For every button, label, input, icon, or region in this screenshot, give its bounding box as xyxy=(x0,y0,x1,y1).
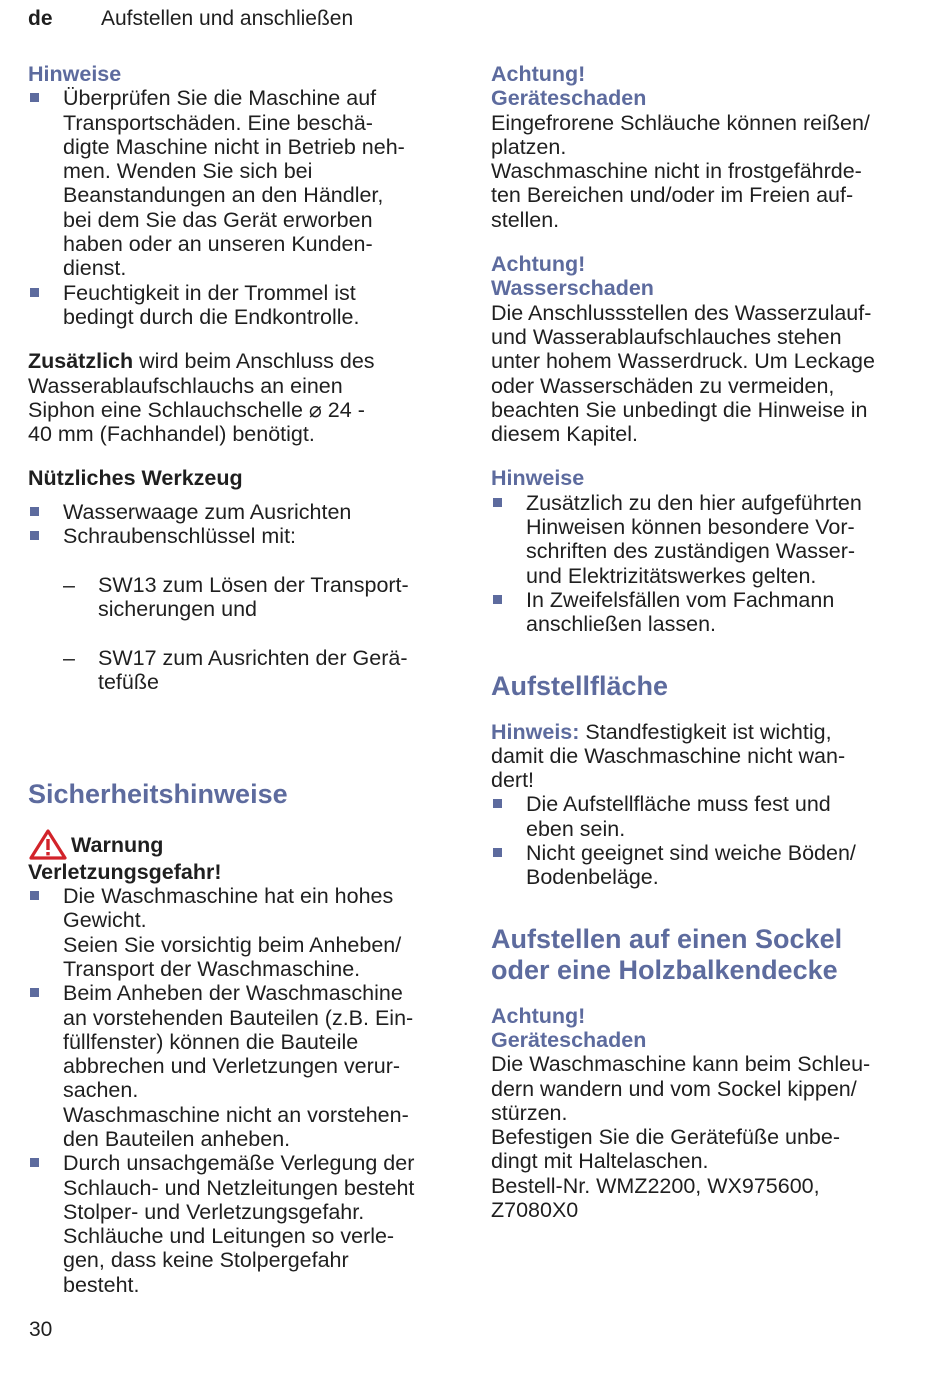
sublist-item-text: SW13 zum Lösen der Transport- sicherungen und xyxy=(98,572,409,621)
list-item-text: Zusätzlich zu den hier aufgeführten Hinweisen können besondere Vor- schriften des zuständigen Wasser- und Elektrizitätswerkes gelten. xyxy=(526,490,862,588)
geraeteschaden-label: Geräteschaden xyxy=(491,86,647,111)
verletzung-label: Verletzungsgefahr! xyxy=(28,859,222,884)
square-bullet-icon xyxy=(493,498,502,507)
list-item xyxy=(491,491,921,588)
aufstell-list xyxy=(491,792,921,889)
square-bullet-icon xyxy=(30,891,39,900)
achtung-label: Achtung! xyxy=(491,252,586,277)
list-item xyxy=(28,981,453,1151)
list-item xyxy=(491,588,921,637)
list-item xyxy=(28,500,453,524)
square-bullet-icon xyxy=(30,507,39,516)
hinweis-label: Hinweis: xyxy=(491,719,580,744)
zusaetzlich-bold: Zusätzlich xyxy=(28,349,134,374)
list-item-text: Durch unsachgemäße Verlegung der Schlauch- und Netzleitungen besteht Stolper- und Verletzungsgefahr. Schläuche und Leitungen so verle- gen, dass keine Stolpergefahr besteht. xyxy=(63,1151,415,1297)
sicherheit-heading: Sicherheitshinweise xyxy=(28,778,288,809)
list-item-text: Schraubenschlüssel mit: xyxy=(63,524,297,549)
sublist-item xyxy=(63,573,453,622)
werkzeug-sublist xyxy=(63,548,453,718)
left-column xyxy=(28,62,453,1297)
square-bullet-icon xyxy=(30,1158,39,1167)
achtung-sockel-text: Die Waschmaschine kann beim Schleu- dern wandern und vom Sockel kippen/ stürzen. Befestigen Sie die Gerätefüße unbe- dingt mit Haltelaschen. Bestell-Nr. WMZ2200, WX975600, Z7080X0 xyxy=(491,1052,871,1222)
list-item-text: Nicht geeignet sind weiche Böden/ Bodenbeläge. xyxy=(526,841,856,890)
list-item xyxy=(491,841,921,890)
list-item xyxy=(491,792,921,841)
achtung-wasser-text: Die Anschlussstellen des Wasserzulauf- und Wasserablaufschlauches stehen unter hohem Wasserdruck. Um Leckage oder Wasserschäden zu vermeiden, beachten Sie unbedingt die Hinweise in diesem Kapitel. xyxy=(491,300,875,447)
list-item-text: Beim Anheben der Waschmaschine an vorstehenden Bauteilen (z.B. Ein- füllfenster) können die Bauteile abbrechen und Verletzungen verur- sachen. Waschmaschine nicht an vorstehen- den Bauteilen anheben. xyxy=(63,981,414,1151)
warnung-row xyxy=(28,830,453,860)
werkzeug-list xyxy=(28,500,453,743)
square-bullet-icon xyxy=(493,848,502,857)
aufstellflaeche-heading: Aufstellfläche xyxy=(491,670,669,701)
page-number: 30 xyxy=(29,1318,53,1341)
warning-triangle-icon xyxy=(29,829,67,860)
list-item-text: Wasserwaage zum Ausrichten xyxy=(63,499,352,524)
language-code: de xyxy=(28,7,53,30)
list-item-text: In Zweifelsfällen vom Fachmann anschließen lassen. xyxy=(526,587,835,637)
hinweise-list xyxy=(491,491,921,637)
list-item-text: Die Aufstellfläche muss fest und eben sein. xyxy=(526,792,831,841)
hinweis-paragraph xyxy=(491,720,921,793)
square-bullet-icon xyxy=(493,799,502,808)
square-bullet-icon xyxy=(30,93,39,102)
sublist-item-text: SW17 zum Ausrichten der Gerä- tefüße xyxy=(98,645,408,694)
achtung-label: Achtung! xyxy=(491,62,586,86)
warnung-label: Warnung xyxy=(71,832,164,857)
sublist-item xyxy=(63,646,453,695)
square-bullet-icon xyxy=(30,531,39,540)
list-item xyxy=(28,86,453,280)
zusaetzlich-paragraph xyxy=(28,349,453,446)
list-item xyxy=(28,884,453,981)
right-column xyxy=(491,62,921,1222)
achtung-label: Achtung! xyxy=(491,1003,586,1028)
sockel-heading: Aufstellen auf einen Sockel oder eine Holzbalkendecke xyxy=(491,923,843,985)
werkzeug-heading: Nützliches Werkzeug xyxy=(28,466,243,491)
square-bullet-icon xyxy=(493,595,502,604)
list-item xyxy=(28,281,453,330)
hinweise-list xyxy=(28,86,453,329)
achtung-frost-text: Eingefrorene Schläuche können reißen/ platzen. Waschmaschine nicht in frostgefährde- ten Bereichen und/oder im Freien auf- stellen. xyxy=(491,110,870,232)
square-bullet-icon xyxy=(30,288,39,297)
list-item-text: Die Waschmaschine hat ein hohes Gewicht. Seien Sie vorsichtig beim Anheben/ Transport der Waschmaschine. xyxy=(63,884,402,981)
hinweise-label: Hinweise xyxy=(491,466,585,491)
list-item-text: Feuchtigkeit in der Trommel ist bedingt durch die Endkontrolle. xyxy=(63,280,360,329)
zusaetzlich-text: wird beim Anschluss des Wasserablaufschlauchs an einen Siphon eine Schlauchschelle ⌀ 24 - 40 mm (Fachhandel) benötigt. xyxy=(28,349,375,447)
list-item xyxy=(28,524,453,743)
chapter-title: Aufstellen und anschließen xyxy=(101,7,354,30)
list-item-text: Überprüfen Sie die Maschine auf Transportschäden. Eine beschä- digte Maschine nicht in Betrieb neh- men. Wenden Sie sich bei Beanstandungen an den Händler, bei dem Sie das Gerät erworben haben oder an unseren Kunden- dienst. xyxy=(63,86,405,281)
dash-marker: – xyxy=(63,645,75,670)
sicherheit-list xyxy=(28,884,453,1297)
square-bullet-icon xyxy=(30,988,39,997)
list-item xyxy=(28,1151,453,1297)
hinweise-label: Hinweise xyxy=(28,62,122,86)
dash-marker: – xyxy=(63,572,75,597)
hinweis-text: Standfestigkeit ist wichtig, damit die Waschmaschine nicht wan- dert! xyxy=(491,719,846,793)
geraeteschaden-label: Geräteschaden xyxy=(491,1027,647,1052)
wasserschaden-label: Wasserschaden xyxy=(491,276,654,301)
